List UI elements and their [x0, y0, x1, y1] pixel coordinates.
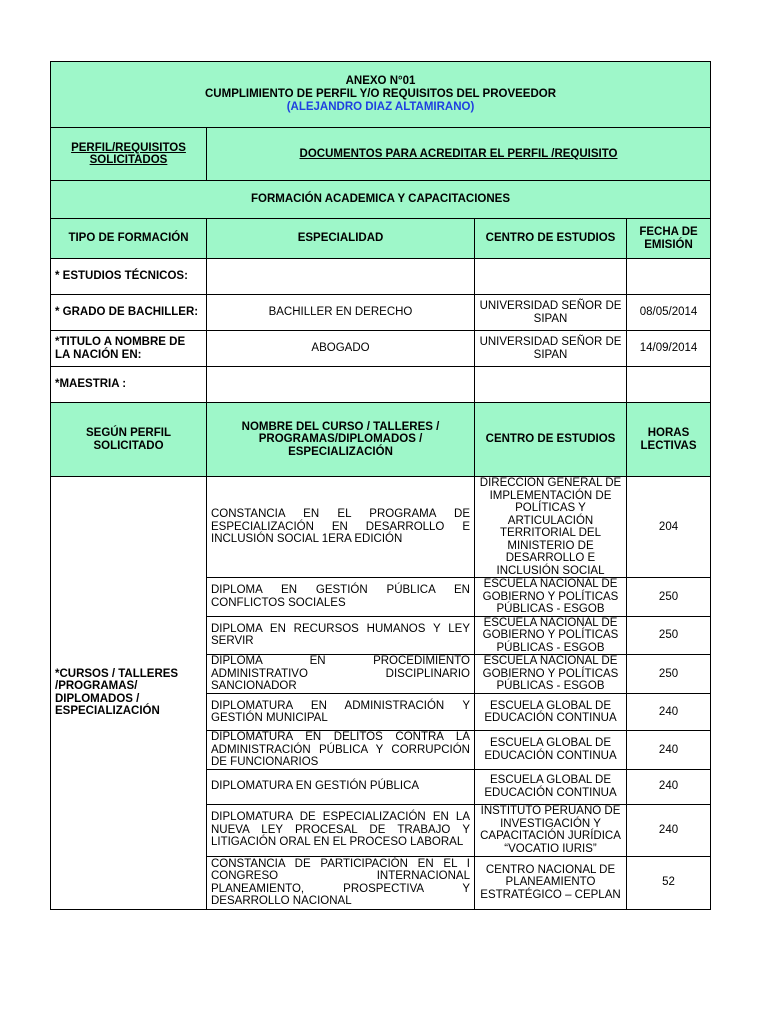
- course-hours: 250: [627, 616, 711, 655]
- education-date: [627, 259, 711, 295]
- col-header-type: TIPO DE FORMACIÓN: [51, 219, 207, 259]
- course-center: INSTITUTO PERUANO DE INVESTIGACIÓN Y CAPACITACIÓN JURÍDICA “VOCATIO IURIS”: [475, 804, 627, 856]
- education-specialty: [207, 259, 475, 295]
- education-specialty: ABOGADO: [207, 331, 475, 367]
- annex-header: [51, 62, 711, 128]
- education-row: [51, 367, 711, 403]
- course-name: CONSTANCIA EN EL PROGRAMA DE ESPECIALIZACIÓN EN DESARROLLO E INCLUSIÓN SOCIAL 1ERA EDICIÓN: [207, 477, 475, 578]
- education-center: UNIVERSIDAD SEÑOR DE SIPAN: [475, 295, 627, 331]
- course-name: DIPLOMATURA EN DELITOS CONTRA LA ADMINISTRACIÓN PÚBLICA Y CORRUPCIÓN DE FUNCIONARIOS: [207, 731, 475, 770]
- col-header-course-center: CENTRO DE ESTUDIOS: [475, 403, 627, 477]
- annex-number: ANEXO N°01: [345, 75, 416, 87]
- course-hours: 240: [627, 804, 711, 856]
- education-specialty: BACHILLER EN DERECHO: [207, 295, 475, 331]
- course-center: ESCUELA GLOBAL DE EDUCACIÓN CONTINUA: [475, 694, 627, 731]
- education-date: 14/09/2014: [627, 331, 711, 367]
- course-hours: 250: [627, 655, 711, 694]
- profile-requirements-header: PERFIL/REQUISITOS SOLICITADOS: [51, 128, 207, 181]
- col-header-center: CENTRO DE ESTUDIOS: [475, 219, 627, 259]
- course-name: DIPLOMATURA DE ESPECIALIZACIÓN EN LA NUEVA LEY PROCESAL DE TRABAJO Y LITIGACIÓN ORAL EN EL PROCESO LABORAL: [207, 804, 475, 856]
- education-date: 08/05/2014: [627, 295, 711, 331]
- course-hours: 250: [627, 578, 711, 617]
- course-name: DIPLOMA EN GESTIÓN PÚBLICA EN CONFLICTOS SOCIALES: [207, 578, 475, 617]
- provider-name: (ALEJANDRO DIAZ ALTAMIRANO): [286, 101, 475, 113]
- course-name: CONSTANCIA DE PARTICIPACIÓN EN EL I CONGRESO INTERNACIONAL PLANEAMIENTO, PROSPECTIVA Y DESARROLLO NACIONAL: [207, 856, 475, 909]
- education-type: *TITULO A NOMBRE DE LA NACIÓN EN:: [51, 331, 207, 367]
- education-row: [51, 295, 711, 331]
- education-date: [627, 367, 711, 403]
- education-type: * ESTUDIOS TÉCNICOS:: [51, 259, 207, 295]
- education-center: [475, 367, 627, 403]
- course-hours: 240: [627, 769, 711, 804]
- course-center: ESCUELA NACIONAL DE GOBIERNO Y POLÍTICAS PÚBLICAS - ESGOB: [475, 616, 627, 655]
- course-center: ESCUELA NACIONAL DE GOBIERNO Y POLÍTICAS PÚBLICAS - ESGOB: [475, 655, 627, 694]
- education-specialty: [207, 367, 475, 403]
- course-name: DIPLOMA EN PROCEDIMIENTO ADMINISTRATIVO DISCIPLINARIO SANCIONADOR: [207, 655, 475, 694]
- course-category: *CURSOS / TALLERES /PROGRAMAS/ DIPLOMADOS / ESPECIALIZACIÓN: [51, 477, 207, 910]
- education-center: UNIVERSIDAD SEÑOR DE SIPAN: [475, 331, 627, 367]
- course-center: DIRECCIÓN GENERAL DE IMPLEMENTACIÓN DE POLÍTICAS Y ARTICULACIÓN TERRITORIAL DEL MINISTERIO DE DESARROLLO E INCLUSIÓN SOCIAL: [475, 477, 627, 578]
- col-header-course-name: NOMBRE DEL CURSO / TALLERES / PROGRAMAS/DIPLOMADOS / ESPECIALIZACIÓN: [207, 403, 475, 477]
- documents-header: DOCUMENTOS PARA ACREDITAR EL PERFIL /REQUISITO: [207, 128, 711, 181]
- course-center: ESCUELA GLOBAL DE EDUCACIÓN CONTINUA: [475, 769, 627, 804]
- course-center: CENTRO NACIONAL DE PLANEAMIENTO ESTRATÉGICO – CEPLAN: [475, 856, 627, 909]
- education-center: [475, 259, 627, 295]
- course-center: ESCUELA GLOBAL DE EDUCACIÓN CONTINUA: [475, 731, 627, 770]
- col-header-hours: HORAS LECTIVAS: [627, 403, 711, 477]
- education-row: [51, 331, 711, 367]
- col-header-profile: SEGÚN PERFIL SOLICITADO: [51, 403, 207, 477]
- course-hours: 240: [627, 731, 711, 770]
- education-row: [51, 259, 711, 295]
- course-row: [51, 477, 711, 578]
- course-name: DIPLOMATURA EN GESTIÓN PÚBLICA: [207, 769, 475, 804]
- col-header-specialty: ESPECIALIDAD: [207, 219, 475, 259]
- course-name: DIPLOMATURA EN ADMINISTRACIÓN Y GESTIÓN MUNICIPAL: [207, 694, 475, 731]
- course-name: DIPLOMA EN RECURSOS HUMANOS Y LEY SERVIR: [207, 616, 475, 655]
- education-type: * GRADO DE BACHILLER:: [51, 295, 207, 331]
- col-header-date: FECHA DE EMISIÓN: [627, 219, 711, 259]
- course-hours: 204: [627, 477, 711, 578]
- course-hours: 52: [627, 856, 711, 909]
- course-center: ESCUELA NACIONAL DE GOBIERNO Y POLÍTICAS PÚBLICAS - ESGOB: [475, 578, 627, 617]
- section-title: FORMACIÓN ACADEMICA Y CAPACITACIONES: [51, 181, 711, 219]
- education-type: *MAESTRIA :: [51, 367, 207, 403]
- annex-table: [50, 61, 711, 910]
- annex-subtitle: CUMPLIMIENTO DE PERFIL Y/O REQUISITOS DEL PROVEEDOR: [205, 88, 557, 100]
- course-hours: 240: [627, 694, 711, 731]
